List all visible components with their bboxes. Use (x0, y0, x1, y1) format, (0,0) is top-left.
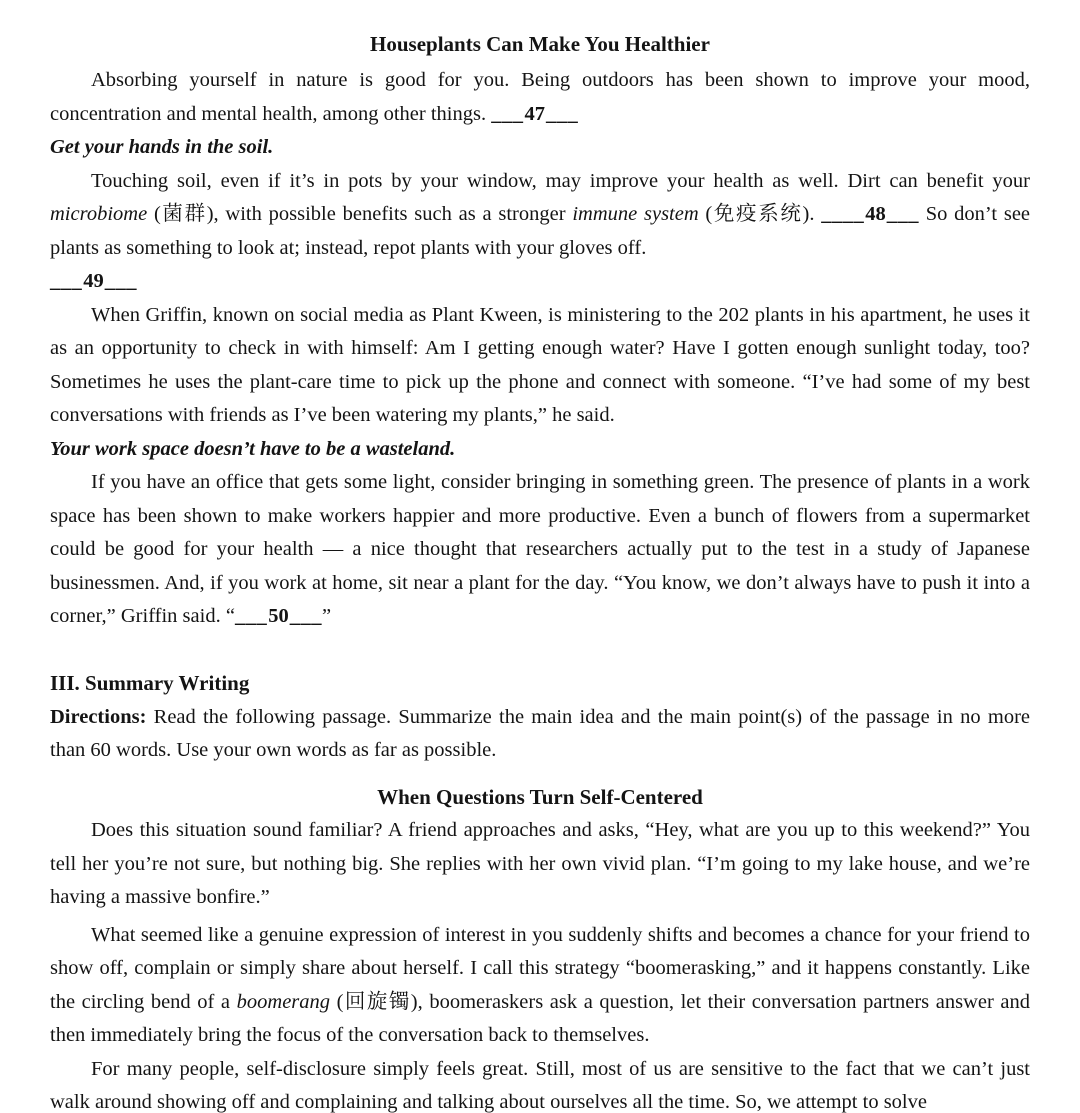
passage1-paragraph-4: If you have an office that gets some light, consider bringing in something green. The presence of plants in a work space has been shown to make workers happier and more productive. Even a bunch of flowers from a supermarket could be good for your health — a nice thought that researchers actually put to the test in a study of Japanese businessmen. And, if you work at home, sit near a plant for the day. “You know, we don’t always have to push it into a corner,” Griffin said. “___50___” (50, 471, 1030, 627)
passage2-title: When Questions Turn Self-Centered (377, 784, 703, 809)
passage1-paragraph-2: Touching soil, even if it’s in pots by your window, may improve your health as well. Dirt can benefit your microbiome (菌群), with possible benefits such as a stronger immune system (免疫系统). ____48___ So don’t see plants as something to look at; instead, repot plants with your gloves off. (50, 169, 1031, 259)
blank-49-line (50, 265, 1030, 299)
numbered-blank-47: ___47___ (491, 102, 579, 125)
subheading-get-your-hands-in-the-soil: Get your hands in the soil. (50, 136, 274, 158)
directions-text: Directions: Read the following passage. Summarize the main idea and the main point(s) of the passage in no more than 60 words. Use your own words as far as possible. (50, 705, 1030, 761)
subheading-work-space-wasteland: Your work space doesn’t have to be a wasteland. (50, 437, 456, 460)
passage1-title: Houseplants Can Make You Healthier (370, 32, 710, 56)
passage2-paragraph-2: What seemed like a genuine expression of interest in you suddenly shifts and becomes a chance for your friend to show off, complain or simply share about herself. I call this strategy “boomerasking,” and it happens constantly. Like the circling bend of a boomerang (回旋镯), boomeraskers ask a question, let their conversation partners answer and then immediately bring the focus of the conversation back to themselves. (50, 923, 1030, 1046)
numbered-blank-50: ___50___ (234, 605, 322, 627)
section-heading-summary-writing: III. Summary Writing (50, 671, 250, 695)
passage1-paragraph-3: When Griffin, known on social media as Plant Kween, is ministering to the 202 plants in his apartment, he uses it as an opportunity to check in with himself: Am I getting enough water? Have I gotten enough sunlight today, too? Sometimes he uses the plant-care time to pick up the phone and connect with someone. “I’ve had some of my best conversations with friends as I’ve been watering my plants,” he said. (50, 303, 1030, 426)
passage2-paragraph-1: Does this situation sound familiar? A friend approaches and asks, “Hey, what are you up to this weekend?” You tell her you’re not sure, but nothing big. She replies with her own vivid plan. “I’m going to my lake house, and we’re having a massive bonfire.” (50, 819, 1030, 908)
numbered-blank-48: ____48___ (821, 203, 919, 225)
passage2-paragraph-3: For many people, self-disclosure simply feels great. Still, most of us are sensitive to the fact that we can’t just walk around showing off and complaining and talking about ourselves all the time. So, we attempt to solve (50, 1057, 1030, 1113)
numbered-blank-49: ___49___ (50, 270, 137, 292)
passage1-paragraph-1: Absorbing yourself in nature is good for you. Being outdoors has been shown to improve your mood, concentration and mental health, among other things. ___47___ (50, 69, 1030, 125)
